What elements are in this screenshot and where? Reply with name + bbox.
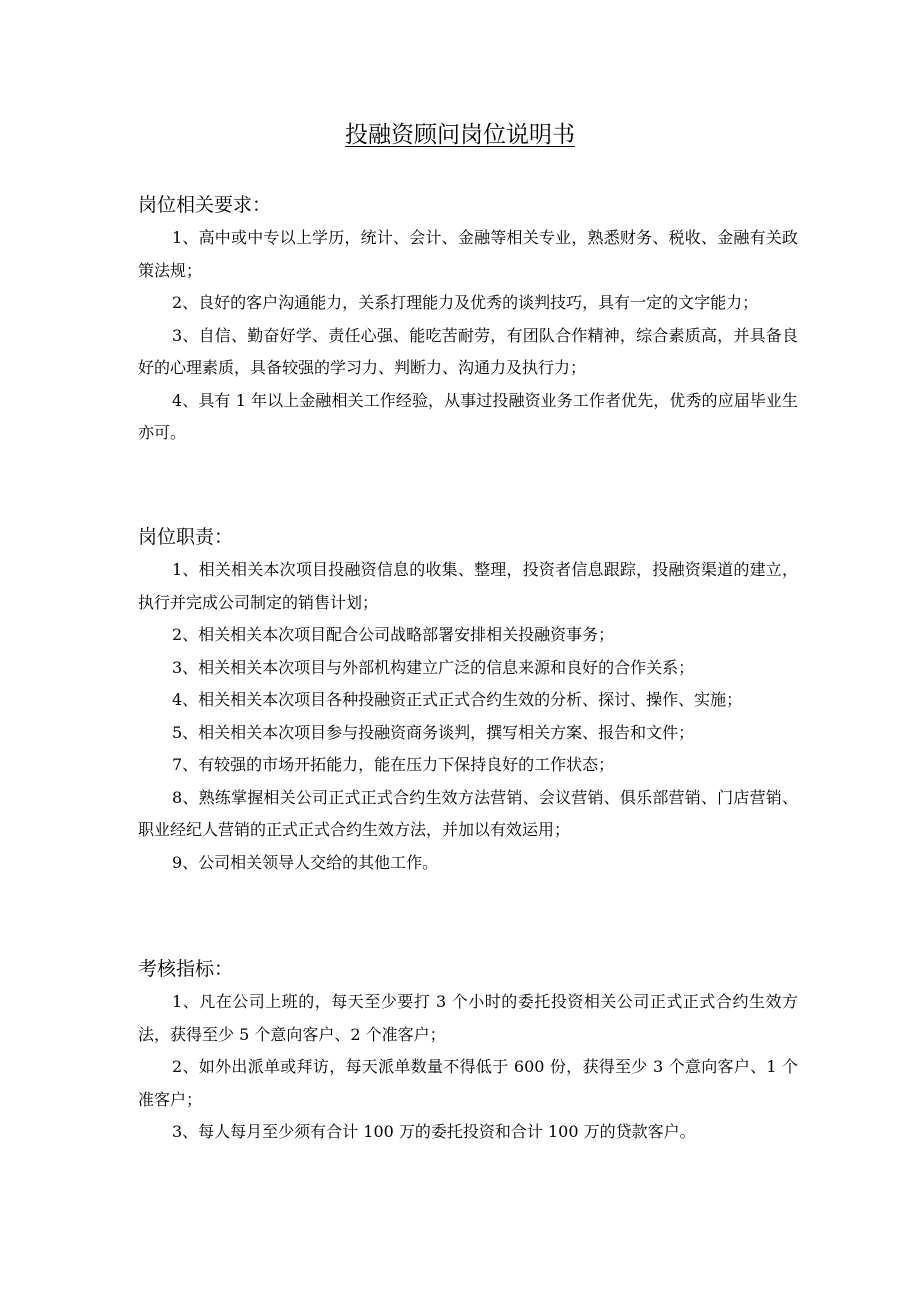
paragraph: 1、凡在公司上班的，每天至少要打 3 个小时的委托投资相关公司正式正式合约生效方法，获得至少 5 个意向客户、2 个准客户； xyxy=(138,992,798,1044)
section-duties xyxy=(138,522,798,879)
section-heading: 岗位职责： xyxy=(138,526,234,548)
paragraph: 8、熟练掌握相关公司正式正式合约生效方法营销、会议营销、俱乐部营销、门店营销、职业经纪人营销的正式正式合约生效方法，并加以有效运用； xyxy=(138,787,798,839)
paragraph: 2、良好的客户沟通能力，关系打理能力及优秀的谈判技巧，具有一定的文字能力； xyxy=(172,293,759,312)
document-title: 投融资顾问岗位说明书 xyxy=(345,122,575,148)
section-assessment xyxy=(138,954,798,1149)
section-requirements xyxy=(138,190,798,450)
paragraph: 1、高中或中专以上学历，统计、会计、金融等相关专业，熟悉财务、税收、金融有关政策法规； xyxy=(138,228,798,280)
paragraph: 2、相关相关本次项目配合公司战略部署安排相关投融资事务； xyxy=(172,625,615,644)
paragraph: 1、相关相关本次项目投融资信息的收集、整理，投资者信息跟踪，投融资渠道的建立，执行并完成公司制定的销售计划； xyxy=(138,560,798,612)
paragraph: 2、如外出派单或拜访，每天派单数量不得低于 600 份，获得至少 3 个意向客户、1 个准客户； xyxy=(138,1057,798,1109)
paragraph: 3、相关相关本次项目与外部机构建立广泛的信息来源和良好的合作关系； xyxy=(172,657,695,677)
paragraph: 4、具有 1 年以上金融相关工作经验，从事过投融资业务工作者优先，优秀的应届毕业生亦可。 xyxy=(138,390,798,442)
paragraph: 4、相关相关本次项目各种投融资正式正式合约生效的分析、探讨、操作、实施； xyxy=(172,690,743,709)
section-heading: 岗位相关要求： xyxy=(138,194,272,216)
paragraph: 3、每人每月至少须有合计 100 万的委托投资和合计 100 万的贷款客户。 xyxy=(172,1122,696,1141)
paragraph: 9、公司相关领导人交给的其他工作。 xyxy=(172,852,439,872)
paragraph: 5、相关相关本次项目参与投融资商务谈判，撰写相关方案、报告和文件； xyxy=(172,722,695,742)
paragraph: 7、有较强的市场开拓能力，能在压力下保持良好的工作状态； xyxy=(172,755,615,774)
section-heading: 考核指标： xyxy=(138,958,234,980)
paragraph: 3、自信、勤奋好学、责任心强、能吃苦耐劳，有团队合作精神，综合素质高，并具备良好的心理素质，具备较强的学习力、判断力、沟通力及执行力； xyxy=(138,325,798,377)
